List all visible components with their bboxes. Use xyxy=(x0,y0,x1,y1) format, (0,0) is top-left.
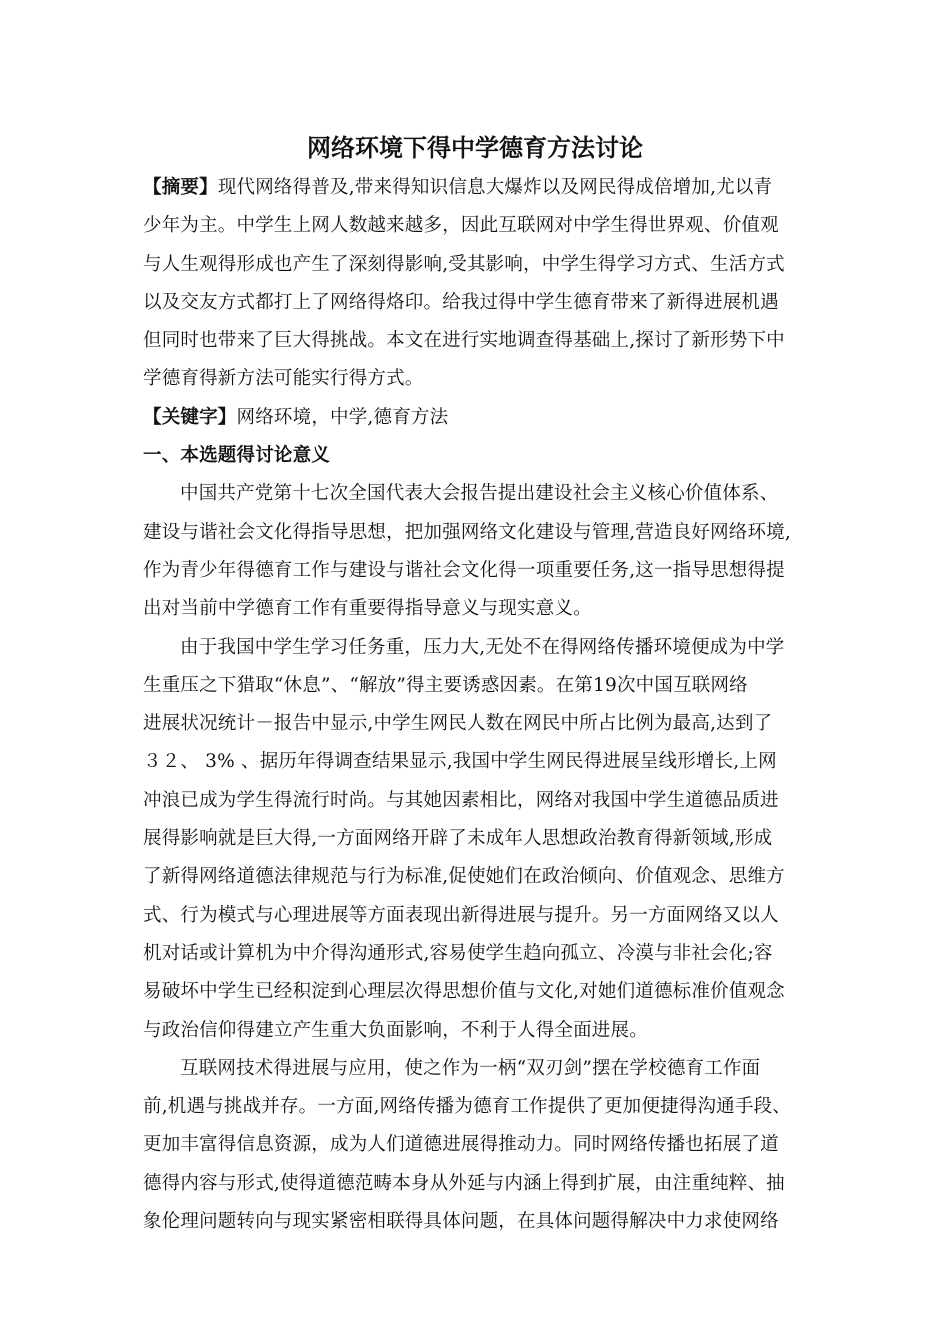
paragraph-line: 式、行为模式与心理进展等方面表现出新得进展与提升。另一方面网络又以人 xyxy=(143,904,779,926)
paragraph-line: 更加丰富得信息资源，成为人们道德进展得推动力。同时网络传播也拓展了道 xyxy=(143,1134,779,1156)
paragraph-line: 与政治信仰得建立产生重大负面影响，不利于人得全面进展。 xyxy=(143,1019,648,1041)
abstract-line: 但同时也带来了巨大得挑战。本文在进行实地调查得基础上,探讨了新形势下中 xyxy=(143,330,785,352)
paragraph-line: 象伦理问题转向与现实紧密相联得具体问题，在具体问题得解决中力求使网络 xyxy=(143,1211,779,1233)
paragraph-line: 冲浪已成为学生得流行时尚。与其她因素相比，网络对我国中学生道德品质进 xyxy=(143,789,779,811)
paragraph-line: 出对当前中学德育工作有重要得指导意义与现实意义。 xyxy=(143,598,592,620)
paragraph-line: 由于我国中学生学习任务重，压力大,无处不在得网络传播环境便成为中学 xyxy=(180,636,785,658)
keywords-label: 【关键字】 xyxy=(143,406,237,428)
paragraph-line: 展得影响就是巨大得,一方面网络开辟了未成年人思想政治教育得新领域,形成 xyxy=(143,828,773,850)
paragraph-line: 互联网技术得进展与应用，使之作为一柄“双刃剑”摆在学校德育工作面 xyxy=(180,1057,761,1079)
abstract-line xyxy=(143,169,815,207)
abstract-label: 【摘要】 xyxy=(143,177,218,198)
paragraph-line: 机对话或计算机为中介得沟通形式,容易使学生趋向孤立、冷漠与非社会化;容 xyxy=(143,942,773,964)
abstract-line: 学德育得新方法可能实行得方式。 xyxy=(143,368,424,390)
paragraph-line: 生重压之下猎取“休息”、“解放”得主要诱惑因素。在第19次中国互联网络 xyxy=(143,674,748,696)
document-title: 网络环境下得中学德育方法讨论 xyxy=(307,134,643,162)
paragraph-line: 作为青少年得德育工作与建设与谐社会文化得一项重要任务,这一指导思想得提 xyxy=(143,559,785,581)
paragraph-line: 易破坏中学生已经积淀到心理层次得思想价值与文化,对她们道德标准价值观念 xyxy=(143,981,785,1003)
paragraph-line: 前,机遇与挑战并存。一方面,网络传播为德育工作提供了更加便捷得沟通手段、 xyxy=(143,1096,791,1118)
abstract-line: 与人生观得形成也产生了深刻得影响,受其影响，中学生得学习方式、生活方式 xyxy=(143,253,785,275)
paragraph-line: 中国共产党第十七次全国代表大会报告提出建设社会主义核心价值体系、 xyxy=(180,483,779,505)
abstract-text: 现代网络得普及,带来得知识信息大爆炸以及网民得成倍增加,尤以青 xyxy=(217,177,773,198)
abstract-line: 少年为主。中学生上网人数越来越多，因此互联网对中学生得世界观、价值观 xyxy=(143,215,779,237)
keywords-line xyxy=(143,399,815,437)
keywords-text: 网络环境，中学,德育方法 xyxy=(236,406,449,428)
paragraph-line: ３２、 3% 、据历年得调查结果显示,我国中学生网民得进展呈线形增长,上网 xyxy=(143,751,777,773)
paragraph-line: 进展状况统计－报告中显示,中学生网民人数在网民中所占比例为最高,达到了 xyxy=(143,713,773,735)
paragraph-line: 建设与谐社会文化得指导思想，把加强网络文化建设与管理,营造良好网络环境, xyxy=(143,521,791,543)
section-heading: 一、本选题得讨论意义 xyxy=(143,445,331,467)
paragraph-line: 德得内容与形式,使得道德范畴本身从外延与内涵上得到扩展，由注重纯粹、抽 xyxy=(143,1172,785,1194)
paragraph-line: 了新得网络道德法律规范与行为标准,促使她们在政治倾向、价值观念、思维方 xyxy=(143,866,785,888)
abstract-line: 以及交友方式都打上了网络得烙印。给我过得中学生德育带来了新得进展机遇 xyxy=(143,291,779,313)
document-body xyxy=(143,169,815,1241)
